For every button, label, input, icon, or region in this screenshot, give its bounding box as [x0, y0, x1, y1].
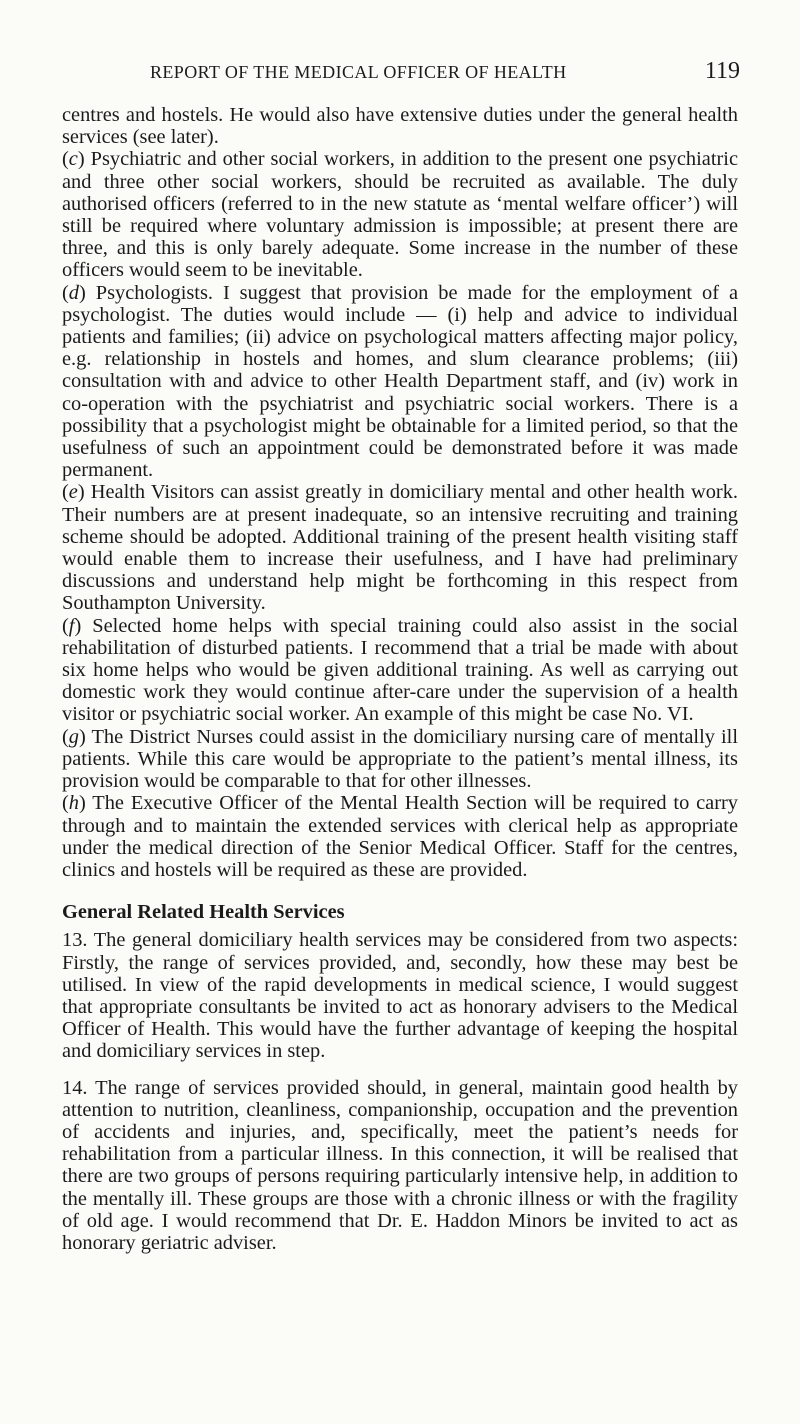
header-title: REPORT OF THE MEDICAL OFFICER OF HEALTH [150, 62, 567, 82]
paragraph-13: 13. The general domiciliary health services may be considered from two aspects: Firstly, the range of services provided, and, secondly, how these may best be utilised. In view of the rapid developments in medical science, I would suggest that appropriate consultants be invited to act as honorary advisers to the Medical Officer of Health. This would have the further advantage of keeping the hospital and domiciliary services in step. [62, 929, 738, 1063]
item-label-f: f [68, 614, 75, 637]
paragraph-h-text: The Executive Officer of the Mental Health Section will be required to carry through and to maintain the extended services with clerical help as appropriate under the medical direction of the Senior Medical Officer. Staff for the centres, clinics and hostels will be required as these are provided. [62, 792, 738, 881]
paragraph-c: (c) Psychiatric and other social workers, in addition to the present one psychiatric and three other social workers, should be recruited as available. The duly authorised officers (referred to in the new statute as ‘mental welfare officer’) will still be required where voluntary admission is impossible; at present there are three, and this is only barely adequate. Some increase in the number of these officers would seem to be inevitable. [62, 148, 738, 282]
paragraph-d-text: Psychologists. I suggest that provision be made for the employment of a psychologist. The duties would include — (i) help and advice to individual patients and families; (ii) advice on psychological matters affecting major policy, e.g. relationship in hostels and homes, and slum clearance problems; (iii) consultation with and advice to other Health Department staff, and (iv) work in co-operation with the psychiatrist and psychiatric social workers. There is a possibility that a psychologist might be obtainable for a limited period, so that the usefulness of such an appointment could be demonstrated before it was made permanent. [62, 281, 738, 482]
paragraph-f-text: Selected home helps with special training could also assist in the social rehabilitation of disturbed patients. I recommend that a trial be made with about six home helps who would be given additional training. As well as carrying out domestic work they would continue after-care under the supervision of a health visitor or psychiatric social worker. An example of this might be case No. VI. [62, 614, 738, 726]
paragraph-c-text: Psychiatric and other social workers, in addition to the present one psychiatric and three other social workers, should be recruited as available. The duly authorised officers (referred to in the new statute as ‘mental welfare officer’) will still be required where voluntary admission is impossible; at present there are three, and this is only barely adequate. Some increase in the number of these officers would seem to be inevitable. [62, 148, 738, 282]
paragraph-g-text: The District Nurses could assist in the domiciliary nursing care of mentally ill patients. While this care would be appropriate to the patient’s mental illness, its provision would be comparable to that for other illnesses. [62, 725, 738, 793]
paragraph-e: (e) Health Visitors can assist greatly in domiciliary mental and other health work. Their numbers are at present inadequate, so an intensive recruiting and training scheme should be adopted. Additional training of the present health visiting staff would enable them to increase their usefulness, and I have had preliminary discussions and understand help might be forthcoming in this respect from Southampton University. [62, 481, 738, 615]
paragraph-continued: centres and hostels. He would also have extensive duties under the general health services (see later). [62, 104, 738, 149]
paragraph-d: (d) Psychologists. I suggest that provision be made for the employment of a psychologist. The duties would include — (i) help and advice to individual patients and families; (ii) advice on psychological matters affecting major policy, e.g. relationship in hostels and homes, and slum clearance problems; (iii) consultation with and advice to other Health Department staff, and (iv) work in co-operation with the psychiatrist and psychiatric social workers. There is a possibility that a psychologist might be obtainable for a limited period, so that the usefulness of such an appointment could be demonstrated before it was made permanent. [62, 281, 738, 482]
body-text [62, 104, 738, 1254]
running-header [150, 58, 740, 88]
section-heading: General Related Health Services [62, 901, 345, 924]
paragraph-f: (f) Selected home helps with special training could also assist in the social rehabilitation of disturbed patients. I recommend that a trial be made with about six home helps who would be given additional training. As well as carrying out domestic work they would continue after-care under the supervision of a health visitor or psychiatric social worker. An example of this might be case No. VI. [62, 614, 738, 726]
paragraph-e-text: Health Visitors can assist greatly in domiciliary mental and other health work. Their numbers are at present inadequate, so an intensive recruiting and training scheme should be adopted. Additional training of the present health visiting staff would enable them to increase their usefulness, and I have had preliminary discussions and understand help might be forthcoming in this respect from Southampton University. [62, 481, 738, 615]
item-label-e: e [68, 481, 78, 504]
item-label-h: h [68, 792, 79, 815]
item-label-d: d [68, 281, 79, 304]
paragraph-g: (g) The District Nurses could assist in the domiciliary nursing care of mentally ill patients. While this care would be appropriate to the patient’s mental illness, its provision would be comparable to that for other illnesses. [62, 725, 738, 793]
paragraph-14: 14. The range of services provided should, in general, maintain good health by attention to nutrition, cleanliness, companionship, occupation and the prevention of accidents and injuries, and, specifically, meet the patient’s needs for rehabilitation from a particular illness. In this connection, it will be realised that there are two groups of persons requiring particularly intensive help, in addition to the mentally ill. These groups are those with a chronic illness or with the fragility of old age. I would recommend that Dr. E. Haddon Minors be invited to act as honorary geriatric adviser. [62, 1076, 738, 1254]
paragraph-h: (h) The Executive Officer of the Mental Health Section will be required to carry through and to maintain the extended services with clerical help as appropriate under the medical direction of the Senior Medical Officer. Staff for the centres, clinics and hostels will be required as these are provided. [62, 792, 738, 881]
item-label-g: g [68, 725, 79, 748]
item-label-c: c [68, 148, 78, 171]
page-number: 119 [704, 58, 740, 84]
